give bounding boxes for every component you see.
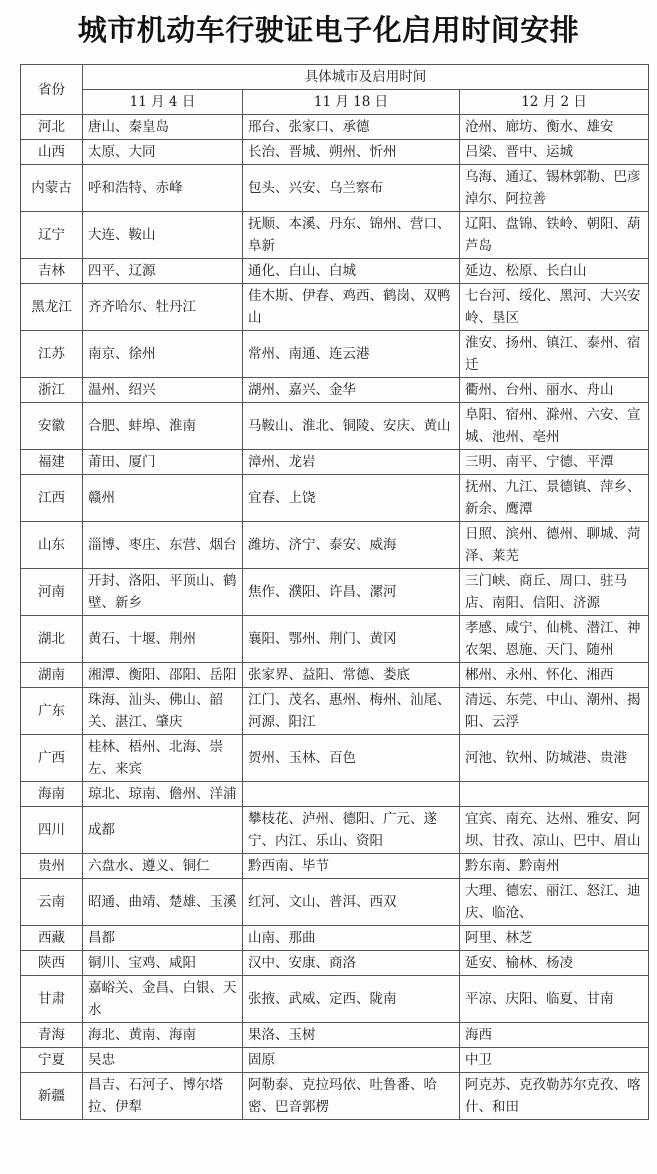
province-cell: 福建 (21, 450, 83, 475)
cities-nov18-cell: 漳州、龙岩 (243, 450, 460, 475)
province-cell: 云南 (21, 879, 83, 926)
cities-nov4-cell: 铜川、宝鸡、咸阳 (83, 951, 243, 976)
cities-dec2-cell: 衢州、台州、丽水、舟山 (460, 378, 649, 403)
province-cell: 新疆 (21, 1073, 83, 1120)
province-cell: 河南 (21, 569, 83, 616)
cities-nov4-cell: 吴忠 (83, 1048, 243, 1073)
cities-nov18-cell: 马鞍山、淮北、铜陵、安庆、黄山 (243, 403, 460, 450)
province-cell: 西藏 (21, 926, 83, 951)
province-cell: 海南 (21, 782, 83, 807)
province-cell: 安徽 (21, 403, 83, 450)
table-body (21, 115, 649, 1120)
header-date-3: 12 月 2 日 (460, 90, 649, 115)
cities-nov4-cell: 四平、辽源 (83, 259, 243, 284)
province-cell: 山东 (21, 522, 83, 569)
cities-dec2-cell: 阿里、林芝 (460, 926, 649, 951)
cities-dec2-cell: 阿克苏、克孜勒苏尔克孜、喀什、和田 (460, 1073, 649, 1120)
table-row (21, 688, 649, 735)
cities-dec2-cell: 吕梁、晋中、运城 (460, 140, 649, 165)
cities-dec2-cell: 平凉、庆阳、临夏、甘南 (460, 976, 649, 1023)
province-cell: 广西 (21, 735, 83, 782)
cities-nov4-cell: 湘潭、衡阳、邵阳、岳阳 (83, 663, 243, 688)
province-cell: 陕西 (21, 951, 83, 976)
cities-dec2-cell: 海西 (460, 1023, 649, 1048)
cities-nov4-cell: 海北、黄南、海南 (83, 1023, 243, 1048)
cities-dec2-cell: 孝感、咸宁、仙桃、潜江、神农架、恩施、天门、随州 (460, 616, 649, 663)
header-date-2: 11 月 18 日 (243, 90, 460, 115)
cities-dec2-cell: 宜宾、南充、达州、雅安、阿坝、甘孜、凉山、巴中、眉山 (460, 807, 649, 854)
cities-nov4-cell: 温州、绍兴 (83, 378, 243, 403)
cities-dec2-cell: 沧州、廊坊、衡水、雄安 (460, 115, 649, 140)
cities-dec2-cell: 三明、南平、宁德、平潭 (460, 450, 649, 475)
table-row (21, 259, 649, 284)
province-cell: 浙江 (21, 378, 83, 403)
table-row (21, 331, 649, 378)
table-row (21, 450, 649, 475)
table-row (21, 1048, 649, 1073)
table-row (21, 212, 649, 259)
cities-nov4-cell: 赣州 (83, 475, 243, 522)
table-row (21, 378, 649, 403)
province-cell: 湖北 (21, 616, 83, 663)
cities-nov4-cell: 琼北、琼南、儋州、洋浦 (83, 782, 243, 807)
cities-dec2-cell: 清远、东莞、中山、潮州、揭阳、云浮 (460, 688, 649, 735)
table-row (21, 926, 649, 951)
cities-dec2-cell: 抚州、九江、景德镇、萍乡、新余、鹰潭 (460, 475, 649, 522)
cities-nov4-cell: 齐齐哈尔、牡丹江 (83, 284, 243, 331)
table-header (21, 65, 649, 115)
cities-nov4-cell: 嘉峪关、金昌、白银、天水 (83, 976, 243, 1023)
province-cell: 黑龙江 (21, 284, 83, 331)
cities-nov18-cell: 山南、那曲 (243, 926, 460, 951)
cities-nov18-cell: 汉中、安康、商洛 (243, 951, 460, 976)
province-cell: 河北 (21, 115, 83, 140)
table-row (21, 807, 649, 854)
cities-dec2-cell: 七台河、绥化、黑河、大兴安岭、垦区 (460, 284, 649, 331)
schedule-table (20, 64, 649, 1120)
cities-dec2-cell: 河池、钦州、防城港、贵港 (460, 735, 649, 782)
cities-nov18-cell: 红河、文山、普洱、西双 (243, 879, 460, 926)
cities-nov4-cell: 珠海、汕头、佛山、韶关、湛江、肇庆 (83, 688, 243, 735)
cities-nov18-cell: 宜春、上饶 (243, 475, 460, 522)
table-row (21, 663, 649, 688)
cities-nov4-cell: 六盘水、遵义、铜仁 (83, 854, 243, 879)
cities-nov18-cell: 张掖、武威、定西、陇南 (243, 976, 460, 1023)
table-row (21, 1023, 649, 1048)
cities-nov4-cell: 昌都 (83, 926, 243, 951)
table-row (21, 879, 649, 926)
province-cell: 湖南 (21, 663, 83, 688)
cities-nov18-cell: 江门、茂名、惠州、梅州、汕尾、河源、阳江 (243, 688, 460, 735)
table-row (21, 165, 649, 212)
province-cell: 广东 (21, 688, 83, 735)
province-cell: 青海 (21, 1023, 83, 1048)
cities-nov4-cell: 成都 (83, 807, 243, 854)
cities-nov18-cell: 固原 (243, 1048, 460, 1073)
cities-dec2-cell: 黔东南、黔南州 (460, 854, 649, 879)
cities-nov18-cell: 黔西南、毕节 (243, 854, 460, 879)
cities-dec2-cell: 日照、滨州、德州、聊城、菏泽、莱芜 (460, 522, 649, 569)
cities-nov4-cell: 合肥、蚌埠、淮南 (83, 403, 243, 450)
table-row (21, 522, 649, 569)
cities-nov18-cell: 佳木斯、伊春、鸡西、鹤岗、双鸭山 (243, 284, 460, 331)
province-cell: 江苏 (21, 331, 83, 378)
cities-nov4-cell: 唐山、秦皇岛 (83, 115, 243, 140)
table-row (21, 284, 649, 331)
province-cell: 宁夏 (21, 1048, 83, 1073)
cities-nov4-cell: 开封、洛阳、平顶山、鹤壁、新乡 (83, 569, 243, 616)
cities-nov4-cell: 昭通、曲靖、楚雄、玉溪 (83, 879, 243, 926)
cities-nov18-cell: 湖州、嘉兴、金华 (243, 378, 460, 403)
cities-nov4-cell: 昌吉、石河子、博尔塔拉、伊犁 (83, 1073, 243, 1120)
cities-dec2-cell: 三门峡、商丘、周口、驻马店、南阳、信阳、济源 (460, 569, 649, 616)
cities-dec2-cell: 阜阳、宿州、滁州、六安、宣城、池州、亳州 (460, 403, 649, 450)
table-row (21, 782, 649, 807)
province-cell: 吉林 (21, 259, 83, 284)
header-province: 省份 (21, 65, 83, 115)
province-cell: 贵州 (21, 854, 83, 879)
header-group: 具体城市及启用时间 (83, 65, 649, 90)
cities-nov4-cell: 淄博、枣庄、东营、烟台 (83, 522, 243, 569)
cities-nov4-cell: 黄石、十堰、荆州 (83, 616, 243, 663)
cities-nov18-cell: 攀枝花、泸州、德阳、广元、遂宁、内江、乐山、资阳 (243, 807, 460, 854)
table-row (21, 854, 649, 879)
cities-dec2-cell: 中卫 (460, 1048, 649, 1073)
table-row (21, 976, 649, 1023)
province-cell: 四川 (21, 807, 83, 854)
cities-nov18-cell: 邢台、张家口、承德 (243, 115, 460, 140)
table-row (21, 115, 649, 140)
cities-nov4-cell: 太原、大同 (83, 140, 243, 165)
cities-nov18-cell: 张家界、益阳、常德、娄底 (243, 663, 460, 688)
province-cell: 江西 (21, 475, 83, 522)
cities-nov18-cell: 阿勒泰、克拉玛依、吐鲁番、哈密、巴音郭楞 (243, 1073, 460, 1120)
cities-nov18-cell: 果洛、玉树 (243, 1023, 460, 1048)
cities-nov18-cell: 抚顺、本溪、丹东、锦州、营口、阜新 (243, 212, 460, 259)
page-title: 城市机动车行驶证电子化启用时间安排 (77, 13, 580, 47)
cities-nov4-cell: 大连、鞍山 (83, 212, 243, 259)
cities-nov18-cell: 襄阳、鄂州、荆门、黄冈 (243, 616, 460, 663)
province-cell: 甘肃 (21, 976, 83, 1023)
table-row (21, 140, 649, 165)
province-cell: 辽宁 (21, 212, 83, 259)
cities-nov18-cell: 潍坊、济宁、泰安、威海 (243, 522, 460, 569)
cities-nov4-cell: 南京、徐州 (83, 331, 243, 378)
header-date-1: 11 月 4 日 (83, 90, 243, 115)
cities-dec2-cell: 淮安、扬州、镇江、泰州、宿迁 (460, 331, 649, 378)
cities-dec2-cell: 延边、松原、长白山 (460, 259, 649, 284)
table-row (21, 569, 649, 616)
cities-dec2-cell (460, 782, 649, 807)
cities-dec2-cell: 乌海、通辽、锡林郭勒、巴彦淖尔、阿拉善 (460, 165, 649, 212)
table-row (21, 616, 649, 663)
cities-nov18-cell: 包头、兴安、乌兰察布 (243, 165, 460, 212)
table-row (21, 1073, 649, 1120)
cities-nov18-cell: 常州、南通、连云港 (243, 331, 460, 378)
province-cell: 山西 (21, 140, 83, 165)
cities-dec2-cell: 辽阳、盘锦、铁岭、朝阳、葫芦岛 (460, 212, 649, 259)
table-row (21, 735, 649, 782)
table-row (21, 951, 649, 976)
table-row (21, 475, 649, 522)
cities-nov18-cell: 焦作、濮阳、许昌、漯河 (243, 569, 460, 616)
cities-nov18-cell: 贺州、玉林、百色 (243, 735, 460, 782)
cities-nov18-cell: 长治、晋城、朔州、忻州 (243, 140, 460, 165)
cities-nov18-cell: 通化、白山、白城 (243, 259, 460, 284)
cities-nov4-cell: 桂林、梧州、北海、崇左、来宾 (83, 735, 243, 782)
cities-nov18-cell (243, 782, 460, 807)
cities-nov4-cell: 呼和浩特、赤峰 (83, 165, 243, 212)
province-cell: 内蒙古 (21, 165, 83, 212)
cities-nov4-cell: 莆田、厦门 (83, 450, 243, 475)
cities-dec2-cell: 大理、德宏、丽江、怒江、迪庆、临沧、 (460, 879, 649, 926)
table-row (21, 403, 649, 450)
cities-dec2-cell: 延安、榆林、杨凌 (460, 951, 649, 976)
cities-dec2-cell: 郴州、永州、怀化、湘西 (460, 663, 649, 688)
